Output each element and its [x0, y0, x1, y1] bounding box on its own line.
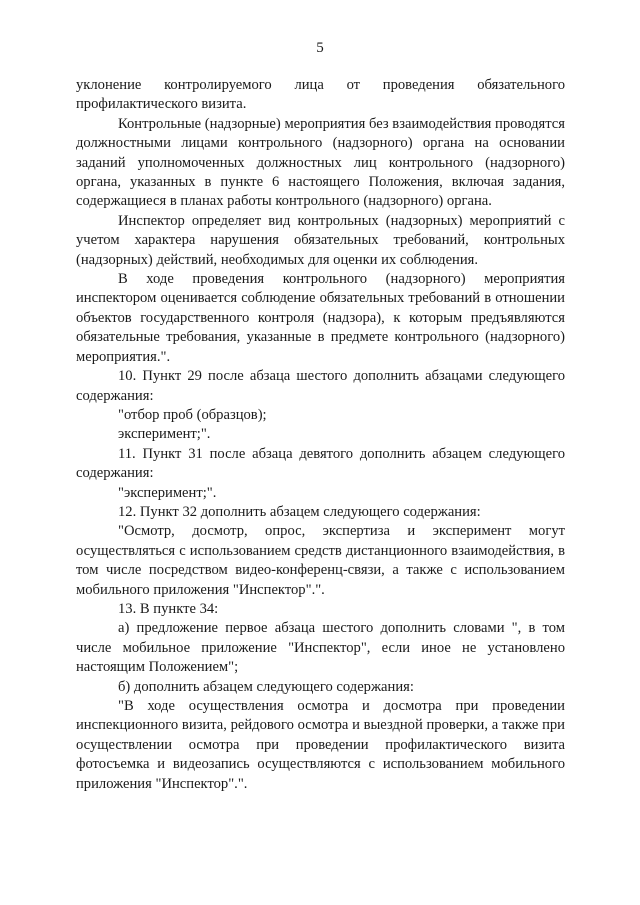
- paragraph-experiment-2: "эксперимент;".: [118, 484, 217, 501]
- document-body: [76, 76, 565, 794]
- paragraph-subitem-a: а) предложение первое абзаца шестого дополнить словами ", в том числе мобильное приложение "Инспектор", если иное не установлено настоящим Положением";: [76, 620, 565, 676]
- paragraph-item-13: 13. В пункте 34:: [118, 600, 219, 617]
- paragraph-item-11: 11. Пункт 31 после абзаца девятого дополнить абзацем следующего содержания:: [76, 445, 565, 482]
- paragraph-item-12: 12. Пункт 32 дополнить абзацем следующего содержания:: [118, 503, 481, 520]
- paragraph-compliance-assessment: В ходе проведения контрольного (надзорного) мероприятия инспектором оценивается соблюдение обязательных требований в отношении объектов государственного контроля (надзора), к которым предъявляются обязательные требования, указанные в предмете контрольного (надзорного) мероприятия.".: [76, 271, 565, 365]
- paragraph-inspector-defines: Инспектор определяет вид контрольных (надзорных) мероприятий с учетом характера нарушения обязательных требований, контрольных (надзорных) действий, необходимых для оценки их соблюдения.: [76, 212, 565, 268]
- paragraph-control-measures: Контрольные (надзорные) мероприятия без взаимодействия проводятся должностными лицами контрольного (надзорного) органа на основании заданий уполномоченных должностных лиц контрольного (надзорного) органа, указанных в пункте 6 настоящего Положения, включая задания, содержащиеся в планах работы контрольного (надзорного) органа.: [76, 115, 565, 210]
- paragraph-experiment-1: эксперимент;".: [118, 426, 211, 443]
- paragraph-remote-inspection: "Осмотр, досмотр, опрос, экспертиза и эксперимент могут осуществляться с использованием средств дистанционного взаимодействия, в том числе посредством видео-конференц-связи, а также с использованием мобильного приложения "Инспектор".".: [76, 523, 565, 598]
- paragraph-subitem-b: б) дополнить абзацем следующего содержания:: [118, 678, 414, 695]
- paragraph-item-10: 10. Пункт 29 после абзаца шестого дополнить абзацами следующего содержания:: [76, 368, 565, 404]
- paragraph-sampling: "отбор проб (образцов);: [118, 406, 267, 423]
- page-number: 5: [316, 40, 324, 56]
- paragraph-photo-video: "В ходе осуществления осмотра и досмотра при проведении инспекционного визита, рейдового осмотра и выездной проверки, а также при осуществлении осмотра при проведении профилактического визита фотосъемка и видеозапись осуществляются с использованием мобильного приложения "Инспектор".".: [76, 698, 565, 792]
- paragraph-visit-evasion: уклонение контролируемого лица от проведения обязательного профилактического визита.: [76, 77, 565, 113]
